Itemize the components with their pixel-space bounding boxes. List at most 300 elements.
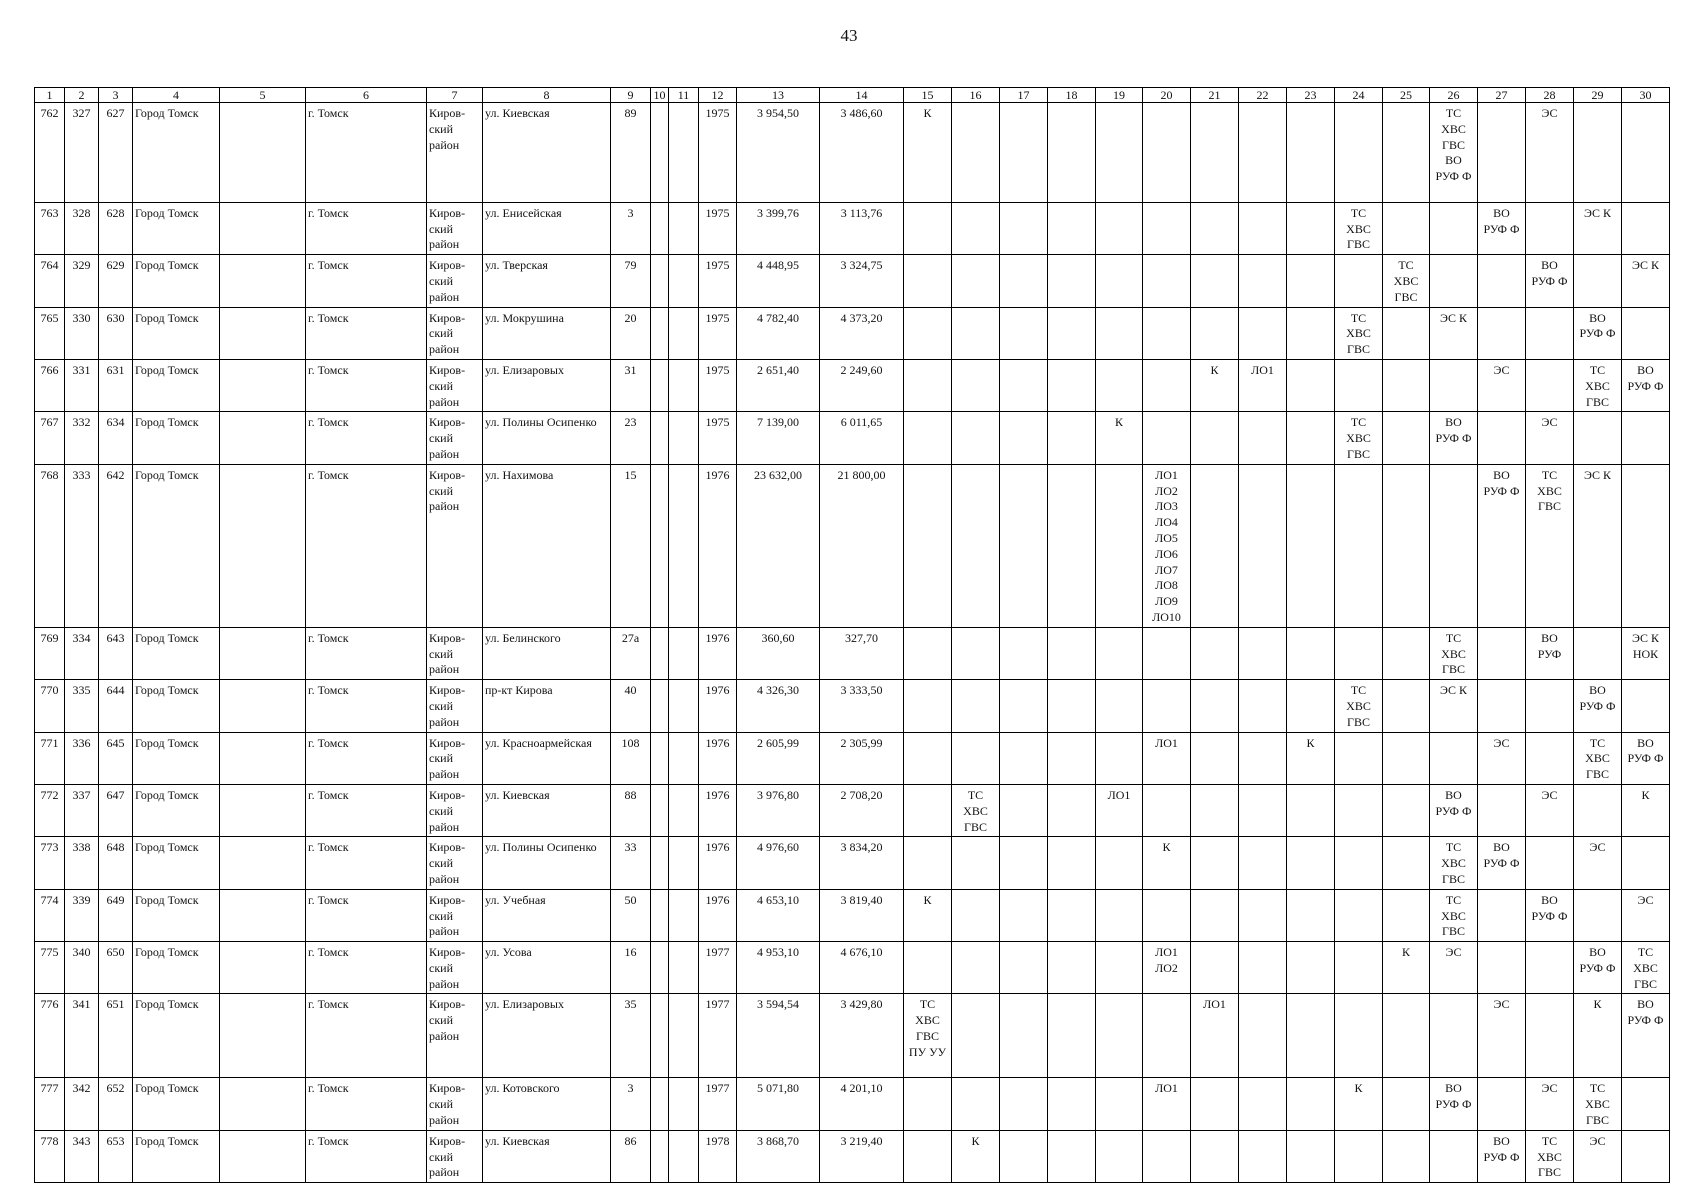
cell-col-23 — [1287, 627, 1335, 679]
cell-col-20 — [1143, 784, 1191, 836]
cell-col-23 — [1287, 889, 1335, 941]
cell-col-16 — [952, 627, 1000, 679]
cell-col-3: 652 — [99, 1078, 133, 1130]
cell-col-28: ТС ХВС ГВС — [1526, 464, 1574, 627]
cell-col-20 — [1143, 889, 1191, 941]
cell-col-14: 21 800,00 — [820, 464, 904, 627]
cell-col-28 — [1526, 732, 1574, 784]
cell-col-19 — [1096, 732, 1143, 784]
cell-col-24 — [1335, 784, 1383, 836]
cell-col-21 — [1191, 103, 1239, 203]
cell-col-4: Город Томск — [133, 942, 220, 994]
cell-col-1: 767 — [35, 412, 65, 464]
cell-col-30 — [1622, 837, 1670, 889]
cell-col-15 — [904, 307, 952, 359]
cell-col-24: ТС ХВС ГВС — [1335, 202, 1383, 254]
cell-col-22 — [1239, 889, 1287, 941]
cell-col-3: 631 — [99, 359, 133, 411]
cell-col-26: ЭС — [1430, 942, 1478, 994]
cell-col-10 — [651, 103, 669, 203]
column-header-16: 16 — [952, 88, 1000, 103]
cell-col-30: ТС ХВС ГВС — [1622, 942, 1670, 994]
cell-col-27 — [1478, 889, 1526, 941]
cell-col-17 — [1000, 732, 1048, 784]
cell-col-29: ТС ХВС ГВС — [1574, 732, 1622, 784]
cell-col-3: 648 — [99, 837, 133, 889]
cell-col-19 — [1096, 1130, 1143, 1182]
cell-col-7: Киров- ский район — [427, 889, 483, 941]
cell-col-2: 341 — [65, 994, 99, 1078]
cell-col-17 — [1000, 1078, 1048, 1130]
cell-col-16 — [952, 837, 1000, 889]
cell-col-28: ЭС — [1526, 784, 1574, 836]
cell-col-15: ТС ХВС ГВС ПУ УУ — [904, 994, 952, 1078]
cell-col-23 — [1287, 994, 1335, 1078]
cell-col-5 — [220, 202, 306, 254]
cell-col-5 — [220, 627, 306, 679]
cell-col-6: г. Томск — [306, 359, 427, 411]
cell-col-14: 2 708,20 — [820, 784, 904, 836]
table-row — [35, 359, 1670, 411]
cell-col-4: Город Томск — [133, 680, 220, 732]
cell-col-25 — [1383, 412, 1430, 464]
cell-col-20: ЛО1 ЛО2 ЛО3 ЛО4 ЛО5 ЛО6 ЛО7 ЛО8 ЛО9 ЛО10 — [1143, 464, 1191, 627]
cell-col-30 — [1622, 412, 1670, 464]
cell-col-9: 40 — [611, 680, 651, 732]
cell-col-22 — [1239, 1130, 1287, 1182]
cell-col-22: ЛО1 — [1239, 359, 1287, 411]
cell-col-18 — [1048, 359, 1096, 411]
cell-col-4: Город Томск — [133, 1078, 220, 1130]
cell-col-20 — [1143, 255, 1191, 307]
cell-col-24: К — [1335, 1078, 1383, 1130]
cell-col-2: 339 — [65, 889, 99, 941]
cell-col-17 — [1000, 359, 1048, 411]
cell-col-29: К — [1574, 994, 1622, 1078]
cell-col-25: ТС ХВС ГВС — [1383, 255, 1430, 307]
cell-col-22 — [1239, 1078, 1287, 1130]
cell-col-24 — [1335, 732, 1383, 784]
cell-col-14: 327,70 — [820, 627, 904, 679]
cell-col-17 — [1000, 784, 1048, 836]
cell-col-14: 4 201,10 — [820, 1078, 904, 1130]
cell-col-16 — [952, 680, 1000, 732]
cell-col-18 — [1048, 1078, 1096, 1130]
cell-col-4: Город Томск — [133, 889, 220, 941]
cell-col-27: ВО РУФ Ф — [1478, 202, 1526, 254]
cell-col-27: ЭС — [1478, 994, 1526, 1078]
cell-col-21 — [1191, 1078, 1239, 1130]
cell-col-21 — [1191, 464, 1239, 627]
column-header-8: 8 — [483, 88, 611, 103]
cell-col-1: 768 — [35, 464, 65, 627]
table-row — [35, 464, 1670, 627]
cell-col-22 — [1239, 837, 1287, 889]
cell-col-5 — [220, 359, 306, 411]
cell-col-25 — [1383, 202, 1430, 254]
cell-col-11 — [669, 942, 699, 994]
cell-col-16: ТС ХВС ГВС — [952, 784, 1000, 836]
cell-col-19: ЛО1 — [1096, 784, 1143, 836]
cell-col-18 — [1048, 103, 1096, 203]
cell-col-1: 770 — [35, 680, 65, 732]
column-header-26: 26 — [1430, 88, 1478, 103]
cell-col-11 — [669, 784, 699, 836]
cell-col-30: ВО РУФ Ф — [1622, 994, 1670, 1078]
cell-col-14: 3 819,40 — [820, 889, 904, 941]
cell-col-29: ЭС — [1574, 1130, 1622, 1182]
cell-col-6: г. Томск — [306, 837, 427, 889]
cell-col-24 — [1335, 837, 1383, 889]
cell-col-22 — [1239, 412, 1287, 464]
cell-col-9: 108 — [611, 732, 651, 784]
table-row — [35, 994, 1670, 1078]
cell-col-8: ул. Учебная — [483, 889, 611, 941]
cell-col-7: Киров- ский район — [427, 103, 483, 203]
cell-col-18 — [1048, 680, 1096, 732]
cell-col-29 — [1574, 784, 1622, 836]
cell-col-20 — [1143, 994, 1191, 1078]
cell-col-30 — [1622, 1130, 1670, 1182]
cell-col-3: 644 — [99, 680, 133, 732]
cell-col-11 — [669, 464, 699, 627]
cell-col-13: 3 399,76 — [737, 202, 820, 254]
cell-col-4: Город Томск — [133, 994, 220, 1078]
column-header-21: 21 — [1191, 88, 1239, 103]
cell-col-22 — [1239, 942, 1287, 994]
cell-col-8: ул. Усова — [483, 942, 611, 994]
cell-col-13: 4 653,10 — [737, 889, 820, 941]
cell-col-19 — [1096, 307, 1143, 359]
cell-col-3: 629 — [99, 255, 133, 307]
cell-col-24 — [1335, 994, 1383, 1078]
cell-col-19 — [1096, 103, 1143, 203]
cell-col-13: 7 139,00 — [737, 412, 820, 464]
cell-col-10 — [651, 1078, 669, 1130]
cell-col-25 — [1383, 732, 1430, 784]
cell-col-20 — [1143, 1130, 1191, 1182]
cell-col-26: ЭС К — [1430, 307, 1478, 359]
cell-col-8: ул. Киевская — [483, 103, 611, 203]
cell-col-29: ЭС К — [1574, 464, 1622, 627]
cell-col-5 — [220, 942, 306, 994]
cell-col-29: ВО РУФ Ф — [1574, 942, 1622, 994]
cell-col-23 — [1287, 202, 1335, 254]
cell-col-9: 86 — [611, 1130, 651, 1182]
cell-col-6: г. Томск — [306, 784, 427, 836]
cell-col-4: Город Томск — [133, 732, 220, 784]
cell-col-28 — [1526, 837, 1574, 889]
cell-col-25 — [1383, 464, 1430, 627]
cell-col-22 — [1239, 680, 1287, 732]
cell-col-29 — [1574, 627, 1622, 679]
cell-col-8: ул. Киевская — [483, 784, 611, 836]
cell-col-25 — [1383, 359, 1430, 411]
cell-col-10 — [651, 412, 669, 464]
cell-col-28: ВО РУФ Ф — [1526, 889, 1574, 941]
cell-col-4: Город Томск — [133, 1130, 220, 1182]
table-row — [35, 942, 1670, 994]
cell-col-12: 1976 — [699, 889, 737, 941]
cell-col-23: К — [1287, 732, 1335, 784]
column-header-10: 10 — [651, 88, 669, 103]
cell-col-25 — [1383, 889, 1430, 941]
cell-col-6: г. Томск — [306, 680, 427, 732]
cell-col-23 — [1287, 784, 1335, 836]
cell-col-10 — [651, 359, 669, 411]
cell-col-11 — [669, 1078, 699, 1130]
cell-col-28 — [1526, 680, 1574, 732]
cell-col-13: 4 976,60 — [737, 837, 820, 889]
cell-col-20 — [1143, 202, 1191, 254]
cell-col-14: 3 219,40 — [820, 1130, 904, 1182]
cell-col-8: ул. Полины Осипенко — [483, 837, 611, 889]
cell-col-2: 342 — [65, 1078, 99, 1130]
cell-col-13: 3 594,54 — [737, 994, 820, 1078]
cell-col-2: 331 — [65, 359, 99, 411]
cell-col-29: ТС ХВС ГВС — [1574, 1078, 1622, 1130]
cell-col-11 — [669, 412, 699, 464]
cell-col-5 — [220, 464, 306, 627]
column-header-3: 3 — [99, 88, 133, 103]
cell-col-15 — [904, 627, 952, 679]
cell-col-24 — [1335, 1130, 1383, 1182]
cell-col-15 — [904, 680, 952, 732]
cell-col-5 — [220, 412, 306, 464]
cell-col-22 — [1239, 627, 1287, 679]
column-header-5: 5 — [220, 88, 306, 103]
cell-col-18 — [1048, 837, 1096, 889]
cell-col-14: 3 333,50 — [820, 680, 904, 732]
cell-col-8: ул. Белинского — [483, 627, 611, 679]
cell-col-13: 5 071,80 — [737, 1078, 820, 1130]
cell-col-14: 3 429,80 — [820, 994, 904, 1078]
cell-col-13: 2 651,40 — [737, 359, 820, 411]
column-header-20: 20 — [1143, 88, 1191, 103]
column-header-15: 15 — [904, 88, 952, 103]
cell-col-26: ТС ХВС ГВС — [1430, 627, 1478, 679]
cell-col-28: ВО РУФ Ф — [1526, 255, 1574, 307]
cell-col-9: 3 — [611, 202, 651, 254]
cell-col-8: ул. Елизаровых — [483, 359, 611, 411]
cell-col-11 — [669, 994, 699, 1078]
cell-col-3: 634 — [99, 412, 133, 464]
cell-col-21 — [1191, 942, 1239, 994]
cell-col-25 — [1383, 680, 1430, 732]
cell-col-5 — [220, 889, 306, 941]
cell-col-23 — [1287, 307, 1335, 359]
cell-col-21 — [1191, 784, 1239, 836]
cell-col-18 — [1048, 784, 1096, 836]
cell-col-10 — [651, 627, 669, 679]
cell-col-13: 3 868,70 — [737, 1130, 820, 1182]
cell-col-12: 1977 — [699, 994, 737, 1078]
cell-col-15: К — [904, 103, 952, 203]
cell-col-28: ЭС — [1526, 103, 1574, 203]
cell-col-21 — [1191, 889, 1239, 941]
cell-col-27 — [1478, 627, 1526, 679]
cell-col-19: К — [1096, 412, 1143, 464]
cell-col-20 — [1143, 680, 1191, 732]
cell-col-28 — [1526, 307, 1574, 359]
cell-col-14: 4 676,10 — [820, 942, 904, 994]
cell-col-23 — [1287, 464, 1335, 627]
cell-col-20 — [1143, 103, 1191, 203]
cell-col-5 — [220, 1130, 306, 1182]
cell-col-26 — [1430, 994, 1478, 1078]
cell-col-7: Киров- ский район — [427, 412, 483, 464]
column-header-13: 13 — [737, 88, 820, 103]
cell-col-1: 763 — [35, 202, 65, 254]
cell-col-7: Киров- ский район — [427, 680, 483, 732]
cell-col-18 — [1048, 464, 1096, 627]
cell-col-1: 778 — [35, 1130, 65, 1182]
cell-col-22 — [1239, 255, 1287, 307]
cell-col-16 — [952, 732, 1000, 784]
cell-col-3: 645 — [99, 732, 133, 784]
cell-col-24 — [1335, 359, 1383, 411]
cell-col-30: ЭС К — [1622, 255, 1670, 307]
cell-col-22 — [1239, 202, 1287, 254]
cell-col-28: ВО РУФ — [1526, 627, 1574, 679]
cell-col-22 — [1239, 103, 1287, 203]
column-header-12: 12 — [699, 88, 737, 103]
cell-col-9: 15 — [611, 464, 651, 627]
cell-col-18 — [1048, 942, 1096, 994]
cell-col-14: 3 113,76 — [820, 202, 904, 254]
cell-col-5 — [220, 307, 306, 359]
cell-col-23 — [1287, 1078, 1335, 1130]
cell-col-21 — [1191, 680, 1239, 732]
cell-col-14: 4 373,20 — [820, 307, 904, 359]
cell-col-30 — [1622, 103, 1670, 203]
column-header-27: 27 — [1478, 88, 1526, 103]
cell-col-1: 764 — [35, 255, 65, 307]
cell-col-4: Город Томск — [133, 103, 220, 203]
cell-col-19 — [1096, 680, 1143, 732]
cell-col-27: ВО РУФ Ф — [1478, 1130, 1526, 1182]
cell-col-28 — [1526, 994, 1574, 1078]
cell-col-17 — [1000, 994, 1048, 1078]
cell-col-9: 79 — [611, 255, 651, 307]
cell-col-15 — [904, 359, 952, 411]
cell-col-6: г. Томск — [306, 1130, 427, 1182]
cell-col-12: 1976 — [699, 464, 737, 627]
column-header-24: 24 — [1335, 88, 1383, 103]
cell-col-27: ЭС — [1478, 359, 1526, 411]
cell-col-14: 6 011,65 — [820, 412, 904, 464]
cell-col-21 — [1191, 732, 1239, 784]
cell-col-2: 330 — [65, 307, 99, 359]
cell-col-19 — [1096, 359, 1143, 411]
column-header-19: 19 — [1096, 88, 1143, 103]
cell-col-8: ул. Мокрушина — [483, 307, 611, 359]
cell-col-4: Город Томск — [133, 359, 220, 411]
cell-col-30: ВО РУФ Ф — [1622, 359, 1670, 411]
cell-col-7: Киров- ский район — [427, 1130, 483, 1182]
cell-col-12: 1975 — [699, 103, 737, 203]
cell-col-4: Город Томск — [133, 837, 220, 889]
cell-col-1: 771 — [35, 732, 65, 784]
column-header-23: 23 — [1287, 88, 1335, 103]
cell-col-16 — [952, 307, 1000, 359]
cell-col-24 — [1335, 103, 1383, 203]
cell-col-3: 649 — [99, 889, 133, 941]
cell-col-15 — [904, 837, 952, 889]
cell-col-26: ВО РУФ Ф — [1430, 784, 1478, 836]
cell-col-18 — [1048, 1130, 1096, 1182]
cell-col-10 — [651, 307, 669, 359]
cell-col-11 — [669, 1130, 699, 1182]
cell-col-17 — [1000, 255, 1048, 307]
cell-col-27: ВО РУФ Ф — [1478, 837, 1526, 889]
cell-col-3: 650 — [99, 942, 133, 994]
cell-col-25 — [1383, 1078, 1430, 1130]
cell-col-10 — [651, 1130, 669, 1182]
cell-col-22 — [1239, 464, 1287, 627]
cell-col-28 — [1526, 942, 1574, 994]
cell-col-21 — [1191, 255, 1239, 307]
cell-col-8: ул. Киевская — [483, 1130, 611, 1182]
page-number: 43 — [840, 26, 858, 45]
cell-col-11 — [669, 307, 699, 359]
header-row — [35, 88, 1670, 103]
cell-col-25 — [1383, 103, 1430, 203]
cell-col-1: 772 — [35, 784, 65, 836]
cell-col-30 — [1622, 307, 1670, 359]
cell-col-15 — [904, 1130, 952, 1182]
cell-col-29: ЭС К — [1574, 202, 1622, 254]
cell-col-2: 329 — [65, 255, 99, 307]
table-row — [35, 627, 1670, 679]
cell-col-16 — [952, 103, 1000, 203]
cell-col-30 — [1622, 1078, 1670, 1130]
cell-col-18 — [1048, 202, 1096, 254]
cell-col-24 — [1335, 627, 1383, 679]
cell-col-14: 3 834,20 — [820, 837, 904, 889]
cell-col-22 — [1239, 994, 1287, 1078]
cell-col-6: г. Томск — [306, 1078, 427, 1130]
cell-col-26: ТС ХВС ГВС — [1430, 889, 1478, 941]
column-header-11: 11 — [669, 88, 699, 103]
cell-col-6: г. Томск — [306, 994, 427, 1078]
cell-col-10 — [651, 784, 669, 836]
cell-col-21 — [1191, 627, 1239, 679]
cell-col-18 — [1048, 732, 1096, 784]
table-row — [35, 202, 1670, 254]
cell-col-8: ул. Елизаровых — [483, 994, 611, 1078]
cell-col-1: 774 — [35, 889, 65, 941]
table-row — [35, 1130, 1670, 1182]
cell-col-8: ул. Тверская — [483, 255, 611, 307]
table-row — [35, 680, 1670, 732]
cell-col-24: ТС ХВС ГВС — [1335, 680, 1383, 732]
cell-col-1: 773 — [35, 837, 65, 889]
cell-col-8: ул. Енисейская — [483, 202, 611, 254]
cell-col-1: 775 — [35, 942, 65, 994]
cell-col-10 — [651, 942, 669, 994]
cell-col-12: 1975 — [699, 202, 737, 254]
cell-col-30: ЭС К НОК — [1622, 627, 1670, 679]
cell-col-13: 4 953,10 — [737, 942, 820, 994]
cell-col-23 — [1287, 942, 1335, 994]
cell-col-25: К — [1383, 942, 1430, 994]
cell-col-18 — [1048, 412, 1096, 464]
column-header-1: 1 — [35, 88, 65, 103]
cell-col-13: 2 605,99 — [737, 732, 820, 784]
cell-col-30: ВО РУФ Ф — [1622, 732, 1670, 784]
cell-col-24: ТС ХВС ГВС — [1335, 307, 1383, 359]
